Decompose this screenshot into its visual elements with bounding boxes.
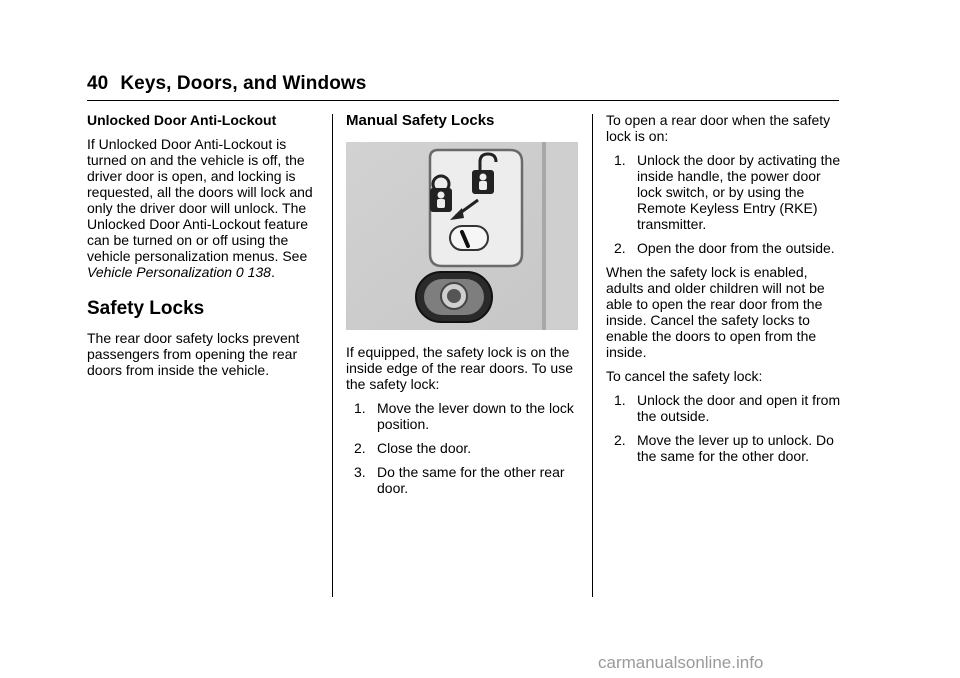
column-divider-1 — [332, 114, 333, 597]
column-2 — [346, 112, 582, 504]
list-item: 3. Do the same for the other rear door. — [354, 464, 565, 496]
page-number: 40 — [87, 73, 109, 94]
watermark: carmanualsonline.info — [598, 653, 764, 672]
list-item: 2. Close the door. — [354, 440, 472, 456]
section-title-manual-safety-locks: Manual Safety Locks — [346, 112, 495, 129]
list-item: 2. Move the lever up to unlock. Do the same for the other door. — [614, 432, 834, 464]
open-door-steps — [606, 152, 846, 256]
list-item: 1. Unlock the door and open it from the outside. — [614, 392, 841, 424]
open-door-intro: To open a rear door when the safety lock is on: — [606, 112, 831, 144]
subheading-anti-lockout: Unlocked Door Anti-Lockout — [87, 112, 277, 128]
xref-page: 138 — [247, 264, 271, 280]
xref-end: . — [270, 264, 275, 280]
anti-lockout-paragraph — [87, 136, 323, 280]
cancel-lock-steps — [606, 392, 846, 464]
cancel-lock-intro: To cancel the safety lock: — [606, 368, 763, 384]
column-1 — [87, 112, 323, 386]
xref-vehicle-personalization[interactable] — [87, 264, 271, 280]
door-handle — [416, 272, 492, 322]
lever-slot — [450, 226, 488, 250]
safety-lock-illustration — [346, 142, 578, 330]
xref-label: Vehicle Personalization — [87, 264, 233, 280]
list-item: 1. Move the lever down to the lock position. — [354, 400, 574, 432]
header-rule — [87, 100, 839, 101]
section-title-safety-locks: Safety Locks — [87, 298, 205, 319]
chapter-title: Keys, Doors, and Windows — [120, 73, 367, 94]
xref-arrow-icon: 0 — [235, 264, 244, 280]
list-item: 1. Unlock the door by activating the inside handle, the power door lock switch, or by using the Remote Keyless Entry (RKE) transmitter. — [614, 152, 841, 232]
anti-lockout-text: If Unlocked Door Anti-Lockout is turned on and the vehicle is off, the driver door is open, and locking is requested, all the doors will lock and only the driver door will unlock. The Unlocked Door Anti-Lockout feature can be turned on or off using the vehicle personalization menus. See — [87, 136, 313, 264]
page-header — [87, 73, 366, 95]
column-3 — [606, 112, 846, 472]
list-item: 2. Open the door from the outside. — [614, 240, 835, 256]
manual-locks-steps — [346, 400, 582, 496]
lock-enabled-paragraph: When the safety lock is enabled, adults and older children will not be able to open the rear door from the inside. Cancel the safety locks to enable the doors to open from the inside. — [606, 264, 825, 360]
safety-locks-paragraph: The rear door safety locks prevent passengers from opening the rear doors from inside the vehicle. — [87, 330, 300, 378]
manual-locks-intro: If equipped, the safety lock is on the inside edge of the rear doors. To use the safety lock: — [346, 344, 574, 392]
column-divider-2 — [592, 114, 593, 597]
